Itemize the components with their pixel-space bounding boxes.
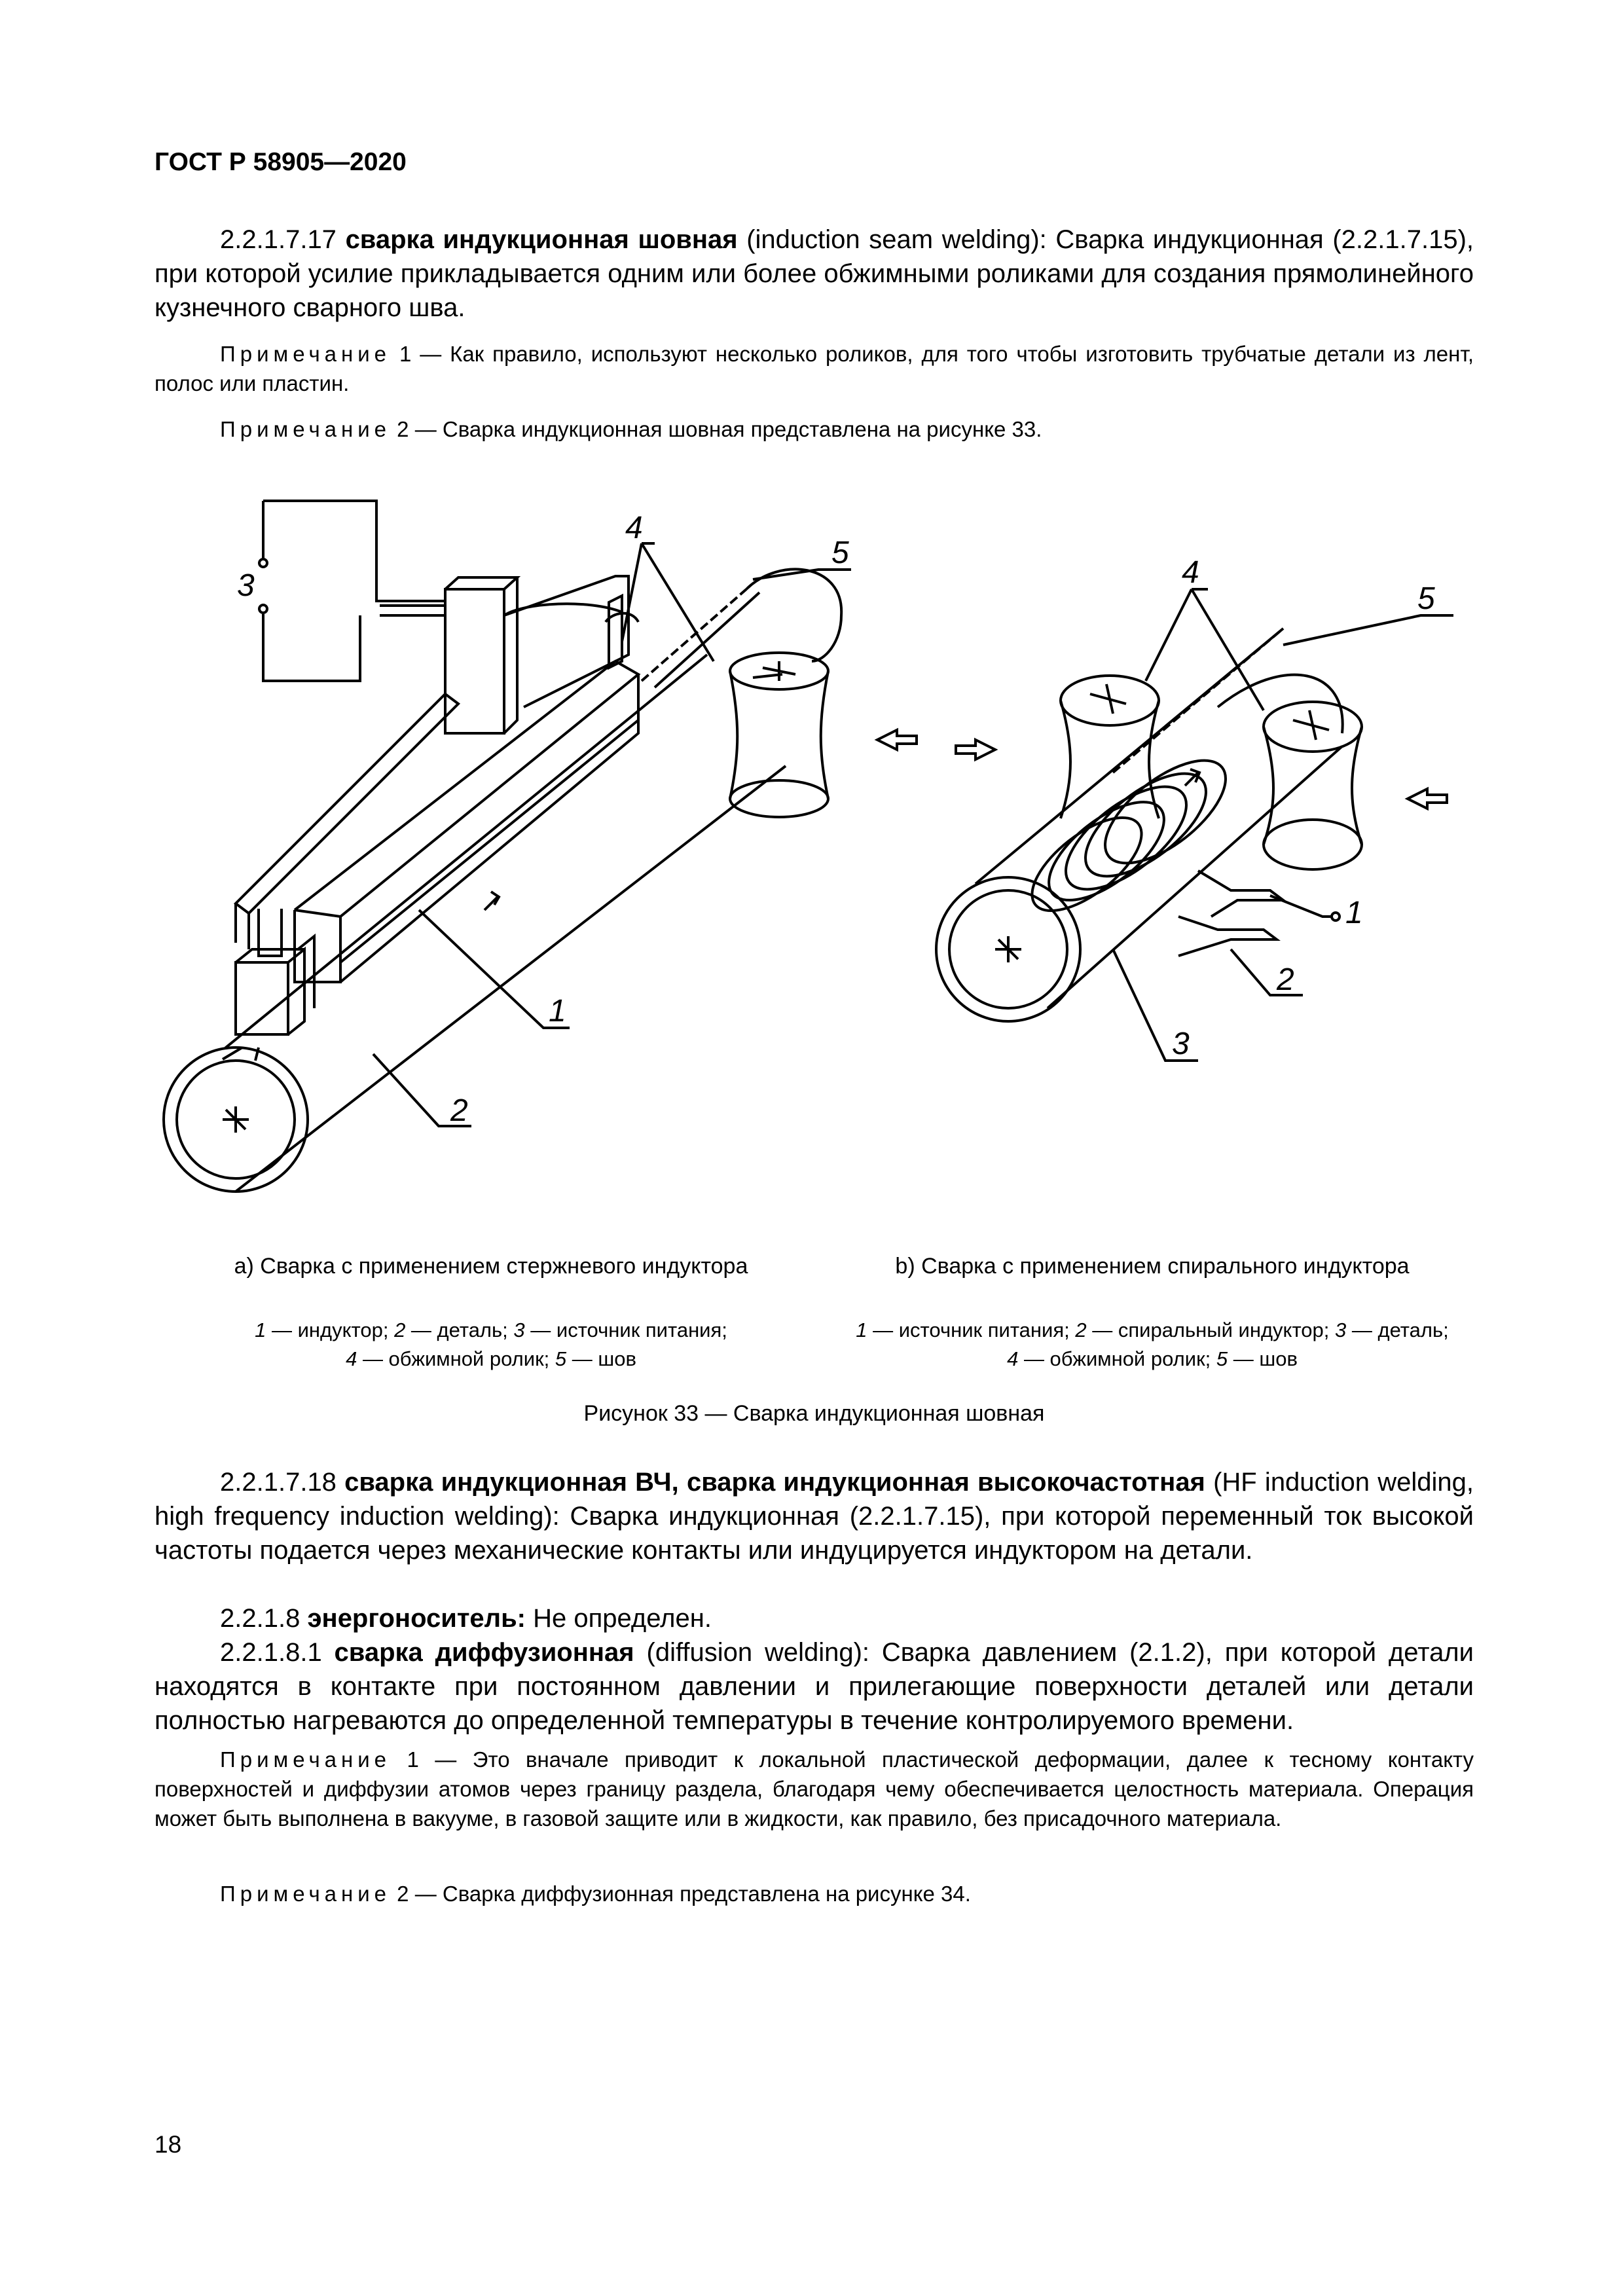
note-4: Примечание 2 — Сварка диффузионная представлена на рисунке 34.	[220, 1882, 971, 1906]
note-text: 1 — Как правило, используют несколько роликов, для того чтобы изготовить трубчатые детали из лент, полос или пластин.	[155, 342, 1474, 395]
leader-5b	[1283, 615, 1453, 645]
fig-b-label-5: 5	[1417, 581, 1435, 616]
leader-1a	[419, 910, 570, 1028]
fig-b-label-1: 1	[1345, 896, 1363, 930]
note-label: Примечание	[220, 342, 392, 366]
caption-a: а) Сварка с применением стержневого индуктора	[234, 1254, 748, 1279]
term-definition: (induction seam welding): Сварка индукционная (2.2.1.7.15), при которой усилие прикладывается одним или более обжимными роликами для создания прямолинейного кузнечного сварного шва.	[155, 225, 1474, 322]
fig-a-label-2: 2	[450, 1093, 468, 1128]
fig-b-label-4: 4	[1182, 555, 1199, 590]
fig-a-label-1: 1	[549, 994, 566, 1029]
figure-title: Рисунок 33 — Сварка индукционная шовная	[583, 1401, 1045, 1426]
term-paragraph-hf-induction: 2.2.1.7.18 сварка индукционная ВЧ, сварка индукционная высокочастотная (HF induction welding, high frequency induction welding): Сварка индукционная (2.2.1.7.15), при которой переменный ток высокой частоты подается через механические контакты или индуцируется индуктором на детали.	[155, 1468, 1474, 1565]
fig-b-label-3: 3	[1172, 1027, 1190, 1061]
leader-4a	[622, 543, 714, 661]
legend-a: 1 — индуктор; 2 — деталь; 3 — источник питания; 4 — обжимной ролик; 5 — шов	[255, 1319, 727, 1370]
fig-a-label-5: 5	[831, 536, 849, 570]
term-number: 2.2.1.7.17	[220, 225, 346, 254]
page-number: 18	[155, 2131, 182, 2158]
note-1	[155, 339, 1474, 398]
figure-b-spiral-inductor	[936, 589, 1453, 1061]
note-label: Примечание	[220, 417, 392, 441]
note-text: 2 — Сварка индукционная шовная представлена на рисунке 33.	[391, 417, 1042, 441]
fig-b-label-2: 2	[1277, 962, 1294, 997]
legend-b: 1 — источник питания; 2 — спиральный индуктор; 3 — деталь; 4 — обжимной ролик; 5 — шов	[856, 1319, 1449, 1370]
fig-a-label-3: 3	[237, 568, 255, 603]
caption-b: b) Сварка с применением спирального индуктора	[895, 1254, 1410, 1279]
fig-a-label-4: 4	[625, 511, 643, 545]
term-name: сварка индукционная шовная	[345, 225, 738, 254]
term-paragraph-energy-carrier: 2.2.1.8 энергоноситель: Не определен.	[220, 1604, 712, 1633]
term-paragraph-diffusion: 2.2.1.8.1 сварка диффузионная (diffusion welding): Сварка давлением (2.1.2), при которой детали находятся в контакте при постоянном давлении и прилегающие поверхности деталей или детали полностью нагреваются до определенной температуры в течение контролируемого времени.	[155, 1638, 1474, 1735]
note-3: Примечание 1 — Это вначале приводит к локальной пластической деформации, далее к тесному контакту поверхностей и диффузии атомов через границу раздела, благодаря чему обеспечивается целостность материала. Операция может быть выполнена в вакууме, в газовой защите или в жидкости, как правило, без присадочного материала.	[155, 1747, 1474, 1831]
note-2	[155, 414, 1474, 444]
figure-33-drawing	[0, 484, 1623, 1224]
figure-a-rod-inductor	[164, 501, 917, 1192]
term-paragraph-induction-seam	[155, 223, 1474, 325]
document-header: ГОСТ Р 58905—2020	[155, 148, 407, 176]
